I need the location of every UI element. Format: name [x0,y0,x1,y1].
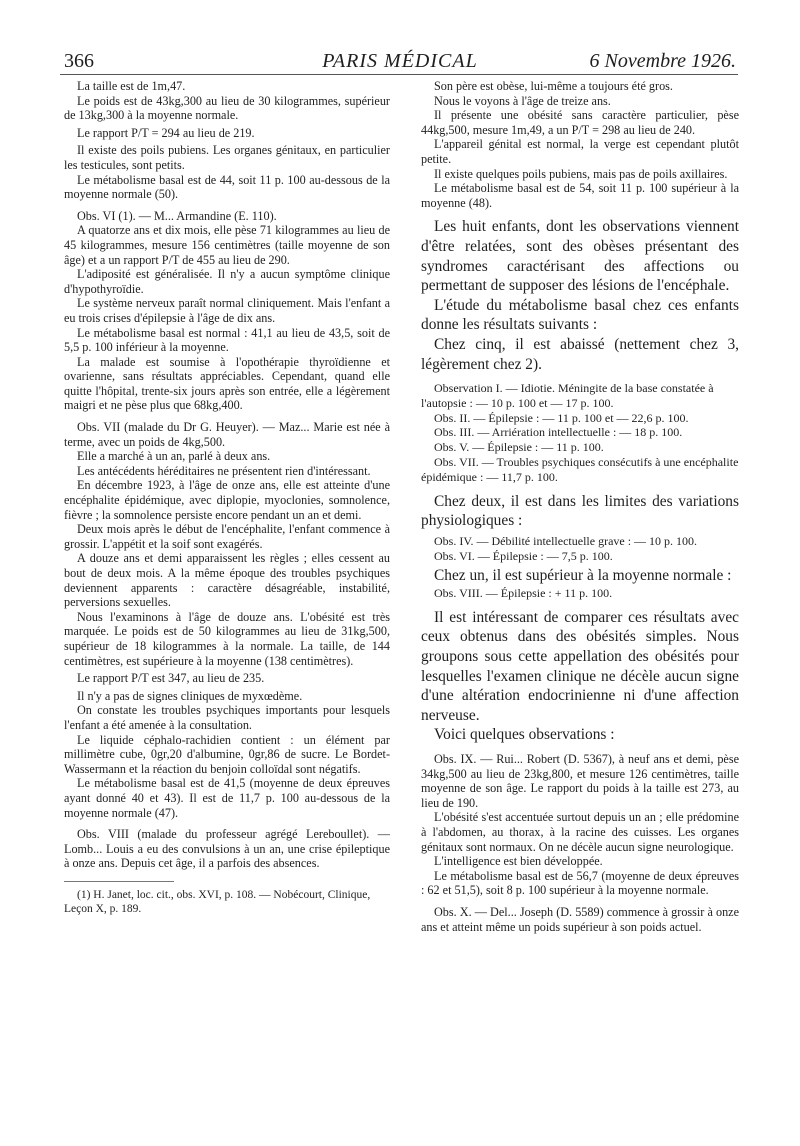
footnote: (1) H. Janet, loc. cit., obs. XVI, p. 108. — Nobécourt, Clinique, Leçon X, p. 189. [64,888,371,915]
right-column [421,79,739,1139]
paragraph: Le poids est de 43kg,300 au lieu de 30 kilogrammes, supérieur de 13kg,300 à la moyenne normale. [64,93,390,123]
paragraph: Son père est obèse, lui-même a toujours été gros. [434,79,673,93]
result-item: Obs. III. — Arriération intellectuelle : — 18 p. 100. [434,425,683,440]
paragraph: Les antécédents héréditaires ne présentent rien d'intéressant. [77,463,371,478]
observation-heading: Obs. VII (malade du Dr G. Heuyer). — Maz... Marie est née à terme, avec un poids de 4kg,500. [64,420,390,449]
paragraph: La malade est soumise à l'opothérapie thyroïdienne et ovarienne, sans résultats appréciables. Cependant, quand elle quitte l'hôpital, trente-six jours après son entrée, elle a légèrement maigri et ne pèse plus que 68kg,400. [64,354,390,413]
paragraph: On constate les troubles psychiques importants pour lesquels l'enfant a été amenée à la consultation. [64,703,390,732]
paragraph: Le métabolisme basal est de 56,7 (moyenne de deux épreuves : 62 et 51,5), soit 8 p. 100 supérieur à la moyenne normale. [421,868,739,898]
paragraph: Nous l'examinons à l'âge de douze ans. L'obésité est très marquée. Le poids est de 50 kilogrammes au lieu de 31kg,500, supérieur de 18 kilogrammes à la normale. La taille, de 144 centimètres, est supérieure à la moyenne (138 centimètres). [64,609,390,668]
paragraph: En décembre 1923, à l'âge de onze ans, elle est atteinte d'une encéphalite épidémique, avec diplopie, myoclonies, somnolence, fièvre ; la somnolence persiste encore pendant un an et demi. [64,478,390,522]
journal-title: PARIS MÉDICAL [322,50,478,72]
result-item: Obs. VI. — Épilepsie : — 7,5 p. 100. [434,548,613,563]
paragraph: Il existe quelques poils pubiens, mais pas de poils axillaires. [434,166,728,181]
observation-heading: Obs. IX. — Rui... Robert (D. 5367), à neuf ans et demi, pèse 34kg,500 au lieu de 23kg,800, et mesure 126 centimètres, taille moyenne de son âge. Le rapport du poids à la taille est 273, au lieu de 190. [421,752,739,810]
observation-heading: Obs. VIII (malade du professeur agrégé Lereboullet). — Lomb... Louis a eu des convulsions à un an, une crise épileptique à onze ans. Depuis cet âge, il a parfois des absences. [64,827,390,871]
result-item: Obs. VII. — Troubles psychiques consécutifs à une encéphalite épidémique : — 11,7 p. 100. [421,455,739,484]
paragraph: L'adiposité est généralisée. Il n'y a aucun symptôme clinique d'hypothyroïdie. [64,267,390,296]
result-item: Obs. IV. — Débilité intellectuelle grave : — 10 p. 100. [434,533,698,548]
paragraph: L'obésité s'est accentuée surtout depuis un an ; elle prédomine à l'abdomen, au thorax, à la racine des cuisses. Les organes génitaux sont normaux. On ne décèle aucun signe neurologique. [421,810,739,854]
body-paragraph: Voici quelques observations : [434,726,615,744]
paragraph: Le système nerveux paraît normal cliniquement. Mais l'enfant a eu trois crises d'épilepsie à l'âge de dix ans. [64,296,390,325]
left-column [64,79,390,1139]
paragraph: L'intelligence est bien développée. [434,854,603,869]
paragraph: Le métabolisme basal est de 41,5 (moyenne de deux épreuves ayant donné 40 et 43). Il est de 11,7 p. 100 au-dessous de la moyenne normale (47). [64,776,390,820]
result-item: Observation I. — Idiotie. Méningite de la base constatée à l'autopsie : — 10 p. 100 et — 17 p. 100. [421,381,714,410]
result-item: Obs. V. — Épilepsie : — 11 p. 100. [434,440,604,455]
header-rule [60,74,738,75]
paragraph: Elle a marché à un an, parlé à deux ans. [77,449,271,464]
paragraph: Le liquide céphalo-rachidien contient : un élément par millimètre cube, 0gr,20 d'albumine, 0gr,86 de sucre. Le Bordet-Wassermann et la réaction du benjoin colloïdal sont négatifs. [64,732,390,776]
paragraph: La taille est de 1m,47. [77,79,186,93]
body-paragraph: Il est intéressant de comparer ces résultats avec ceux obtenus dans des obésités simples. Nous groupons sous cette appellation des obésités pour lesquelles l'examen clinique ne décèle aucun signe d'une altération endocrinienne ni d'une affection nerveuse. [421,608,739,724]
issue-date: 6 Novembre 1926. [589,50,736,72]
body-paragraph: Les huit enfants, dont les observations viennent d'être relatées, sont des obèses présentant des syndromes caractérisant des affections ou permettant de supposer des lésions de l'encéphale. [421,218,739,295]
paragraph: A douze ans et demi apparaissent les règles ; elles cessent au bout de deux mois. A la même époque des troubles psychiques deviennent apparents : caractère désagréable, instabilité, perversions sexuelles. [64,551,390,610]
paragraph: Il présente une obésité sans caractère particulier, pèse 44kg,500, mesure 1m,49, a un P/T = 298 au lieu de 240. [421,108,739,137]
paragraph: Le métabolisme basal est normal : 41,1 au lieu de 43,5, soit de 5,5 p. 100 inférieur à la moyenne. [64,325,390,355]
paragraph: Le rapport P/T = 294 au lieu de 219. [77,125,255,140]
paragraph: Le rapport P/T est 347, au lieu de 235. [77,671,265,686]
paragraph: L'appareil génital est normal, la verge est cependant plutôt petite. [421,137,739,166]
body-paragraph: Chez deux, il est dans les limites des variations physiologiques : [421,492,739,530]
paragraph: Le métabolisme basal est de 44, soit 11 p. 100 au-dessous de la moyenne normale (50). [64,172,390,202]
paragraph: A quatorze ans et dix mois, elle pèse 71 kilogrammes au lieu de 45 kilogrammes, mesure 156 centimètres (taille moyenne de son âge) et a un rapport P/T de 455 au lieu de 290. [64,223,390,267]
observation-heading: Obs. VI (1). — M... Armandine (E. 110). [77,208,277,223]
body-paragraph: L'étude du métabolisme basal chez ces enfants donne les résultats suivants : [421,296,739,334]
footnote-rule [64,881,174,882]
result-item: Obs. VIII. — Épilepsie : + 11 p. 100. [434,586,613,601]
body-paragraph: Chez un, il est supérieur à la moyenne normale : [434,567,732,585]
paragraph: Le métabolisme basal est de 54, soit 11 p. 100 supérieur à la moyenne (48). [421,181,739,210]
page-number: 366 [64,50,94,72]
result-item: Obs. II. — Épilepsie : — 11 p. 100 et — 22,6 p. 100. [434,410,689,425]
body-paragraph: Chez cinq, il est abaissé (nettement chez 3, légèrement chez 2). [421,335,739,373]
paragraph: Il existe des poils pubiens. Les organes génitaux, en particulier les testicules, sont petits. [64,143,390,172]
paragraph: Deux mois après le début de l'encéphalite, l'enfant commence à grossir. L'appétit et la soif sont exagérés. [64,522,390,551]
observation-heading: Obs. X. — Del... Joseph (D. 5589) commence à grossir à onze ans et atteint même un poids supérieur à son poids actuel. [421,904,739,934]
paragraph: Il n'y a pas de signes cliniques de myxœdème. [77,688,303,703]
paragraph: Nous le voyons à l'âge de treize ans. [434,93,611,108]
